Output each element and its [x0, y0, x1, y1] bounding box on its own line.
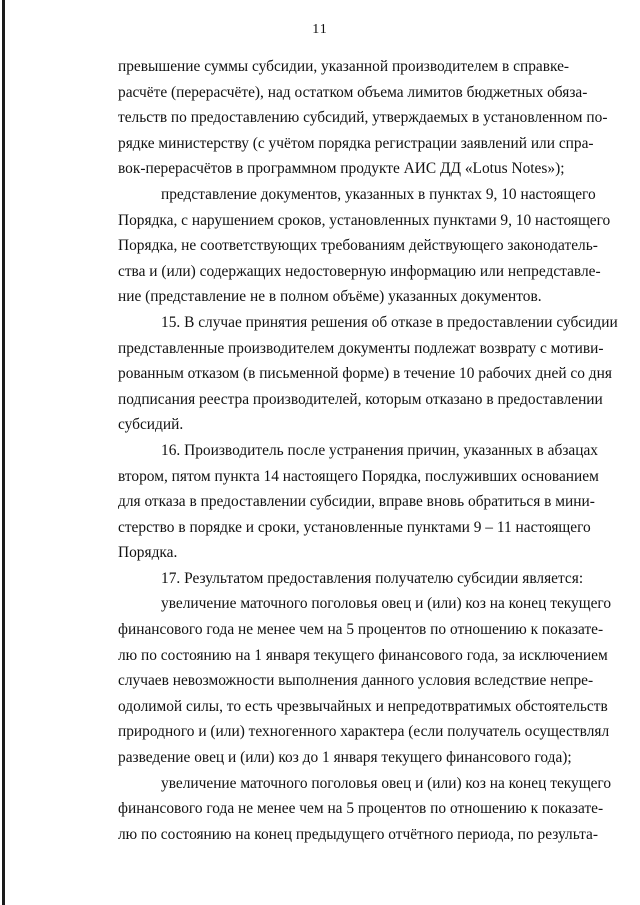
text-line: представление документов, указанных в пунктах 9, 10 настоящего — [161, 185, 596, 203]
text-line: природного и (или) техногенного характера (если получатель осуществлял — [118, 723, 610, 741]
paragraph-p7 — [75, 771, 612, 848]
text-line: вок-перерасчётов в программном продукте АИС ДД «Lotus Notes»); — [118, 160, 565, 178]
paragraph-p1 — [75, 54, 608, 182]
text-line: финансового года не менее чем на 5 процентов по отношению к показате- — [118, 800, 604, 818]
paragraph-p6 — [75, 591, 612, 770]
paragraph-p4 — [75, 438, 599, 566]
text-line: увеличение маточного поголовья овец и (или) коз на конец текущего — [161, 774, 612, 792]
text-line: одолимой силы, то есть чрезвычайных и непредотвратимых обстоятельств — [118, 697, 608, 715]
text-line: субсидий. — [118, 416, 184, 434]
text-line: 15. В случае принятия решения об отказе в предоставлении субсидии — [161, 313, 618, 331]
scan-edge-line — [2, 0, 5, 905]
paragraph-p3 — [75, 310, 618, 438]
text-line: финансового года не менее чем на 5 процентов по отношению к показате- — [118, 621, 604, 639]
text-line: рядке министерству (с учётом порядка регистрации заявлений или спра- — [118, 134, 594, 152]
text-line: Порядка, с нарушением сроков, установленных пунктами 9, 10 настоящего — [118, 211, 611, 229]
text-line: Порядка. — [118, 544, 178, 562]
text-line: ства и (или) содержащих недостоверную информацию или непредставле- — [118, 262, 601, 280]
text-line: для отказа в предоставлении субсидии, вправе вновь обратиться в мини- — [118, 493, 595, 511]
text-line: втором, пятом пункта 14 настоящего Порядка, послуживших основанием — [118, 467, 599, 485]
page-number: 11 — [312, 22, 328, 37]
text-line: стерство в порядке и сроки, установленные пунктами 9 – 11 настоящего — [118, 518, 591, 536]
text-line: лю по состоянию на 1 января текущего финансового года, за исключением — [118, 646, 608, 664]
text-line: представленные производителем документы подлежат возврату с мотиви- — [118, 339, 604, 357]
text-line: превышение суммы субсидии, указанной производителем в справке- — [118, 58, 570, 75]
text-line: ние (представление не в полном объёме) указанных документов. — [118, 288, 542, 306]
text-line: 17. Результатом предоставления получателю субсидии является: — [161, 569, 584, 587]
document-body — [75, 54, 618, 847]
text-line: тельств по предоставлению субсидий, утверждаемых в установленном по- — [118, 109, 608, 127]
text-line: случаев невозможности выполнения данного условия вследствие непре- — [118, 672, 594, 690]
text-line: рованным отказом (в письменной форме) в течение 10 рабочих дней со дня — [118, 365, 612, 383]
text-line: подписания реестра производителей, которым отказано в предоставлении — [118, 390, 603, 408]
text-line: лю по состоянию на конец предыдущего отчётного периода, по результа- — [118, 825, 599, 843]
text-line: увеличение маточного поголовья овец и (или) коз на конец текущего — [161, 595, 612, 613]
text-line: Порядка, не соответствующих требованиям действующего законодатель- — [118, 237, 598, 255]
text-line: расчёте (перерасчёте), над остатком объема лимитов бюджетных обяза- — [118, 83, 588, 101]
paragraph-p2 — [75, 182, 611, 310]
paragraph-p5 — [75, 566, 584, 592]
text-line: разведение овец и (или) коз до 1 января текущего финансового года); — [118, 749, 572, 767]
text-line: 16. Производитель после устранения причин, указанных в абзацах — [161, 441, 598, 459]
